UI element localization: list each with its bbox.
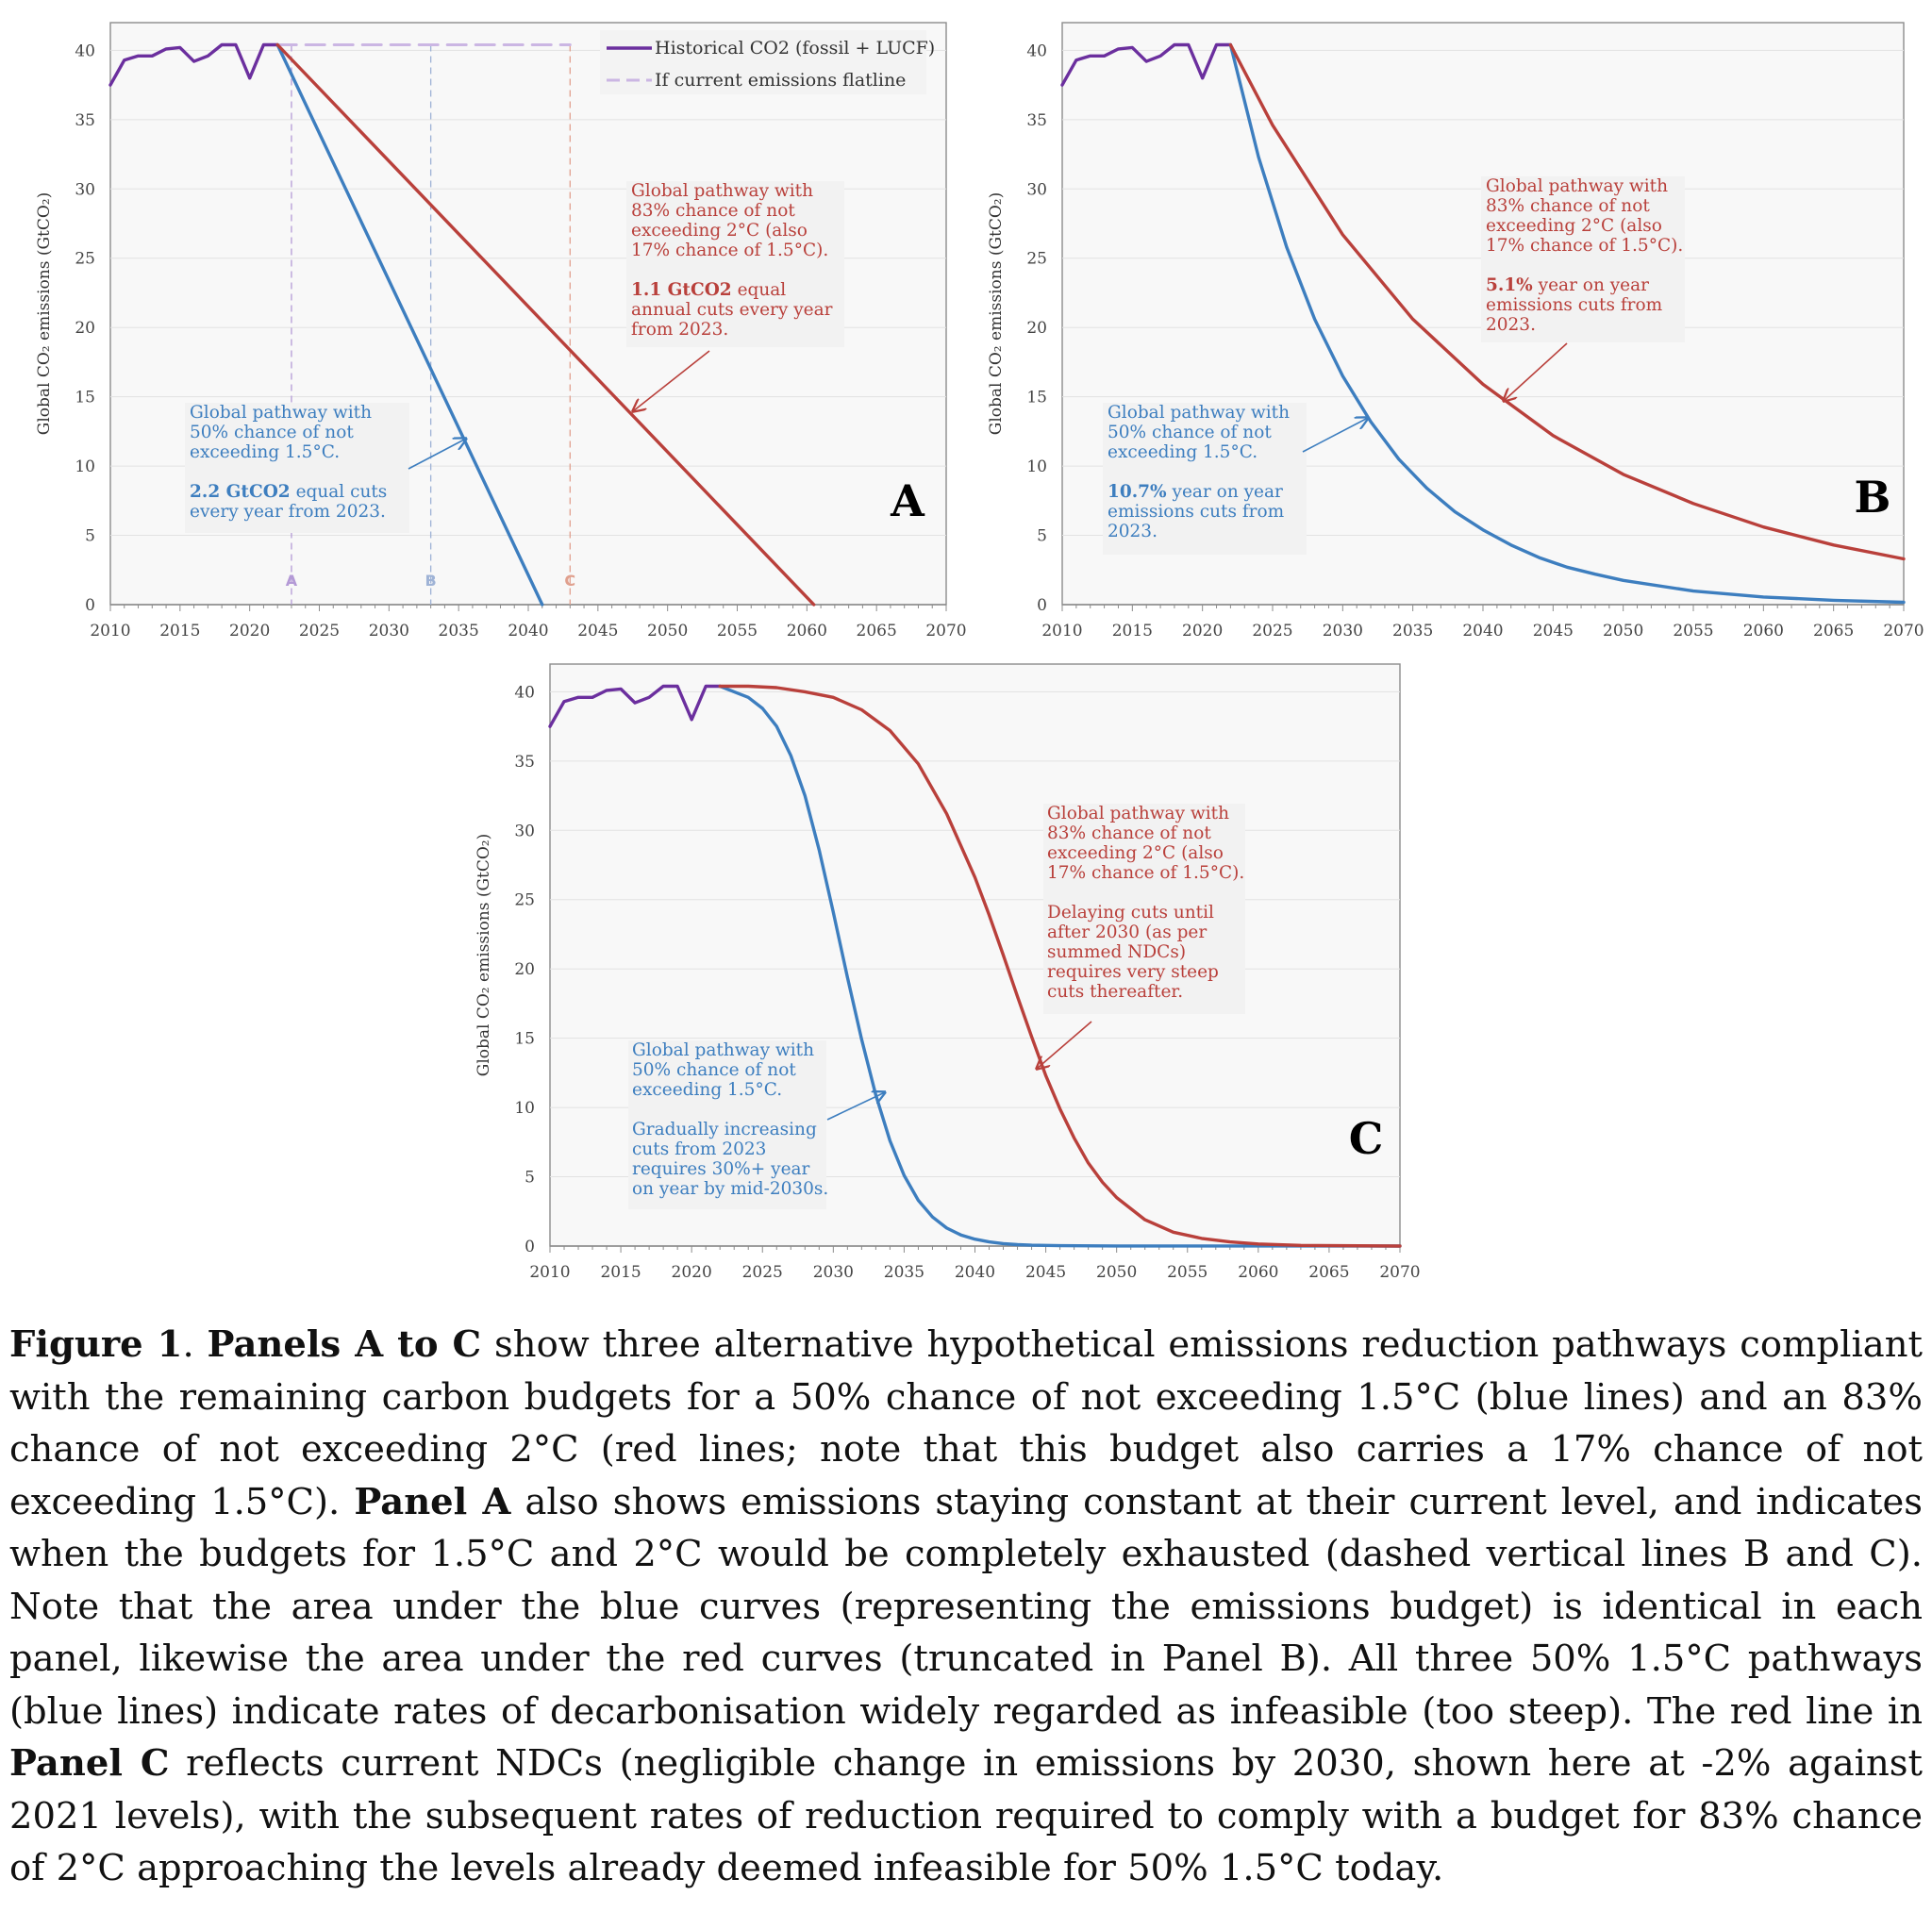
- y-tick-label: 30: [514, 822, 535, 841]
- legend: [600, 30, 935, 94]
- y-tick-label: 5: [1037, 526, 1047, 546]
- x-tick-label: 2030: [368, 622, 409, 640]
- annotation-text: emissions cuts from: [1486, 295, 1663, 315]
- x-tick-label: 2070: [925, 622, 967, 640]
- x-tick-label: 2015: [1111, 622, 1153, 640]
- y-tick-label: 0: [1037, 596, 1047, 615]
- annotation-text: Global pathway with: [1047, 804, 1230, 823]
- x-tick-label: 2040: [1462, 622, 1504, 640]
- y-axis-label: Global CO₂ emissions (GtCO₂): [35, 191, 54, 436]
- annotation-text: 17% chance of 1.5°C).: [1047, 863, 1245, 883]
- annotation-text: exceeding 1.5°C.: [632, 1080, 783, 1100]
- x-tick-label: 2025: [741, 1263, 783, 1282]
- y-axis-label: Global CO₂ emissions (GtCO₂): [987, 191, 1006, 436]
- annotation-text: 2023.: [1486, 315, 1536, 335]
- y-tick-label: 40: [1026, 42, 1047, 61]
- y-tick-label: 35: [1026, 110, 1047, 130]
- annotation-text: Global pathway with: [1486, 176, 1669, 196]
- caption-panels-label: Panels A to C: [207, 1323, 482, 1366]
- x-tick-label: 2060: [1742, 622, 1784, 640]
- annotation-bold: 5.1%: [1486, 275, 1533, 295]
- x-tick-label: 2070: [1379, 1263, 1421, 1282]
- annotation-text: Global pathway with: [190, 403, 373, 423]
- x-tick-label: 2065: [856, 622, 897, 640]
- annotation-text: exceeding 2°C (also: [1486, 216, 1662, 236]
- x-tick-label: 2025: [1252, 622, 1293, 640]
- annotation-text: 83% chance of not: [631, 201, 795, 221]
- y-tick-label: 15: [75, 388, 95, 407]
- y-tick-label: 20: [1026, 319, 1047, 339]
- x-tick-label: 2040: [508, 622, 549, 640]
- y-axis-label: Global CO₂ emissions (GtCO₂): [475, 833, 493, 1077]
- annotation-text: exceeding 2°C (also: [1047, 843, 1224, 863]
- y-tick-label: 25: [514, 890, 535, 910]
- x-tick-label: 2050: [1096, 1263, 1138, 1282]
- chart-panel-a: [35, 23, 967, 640]
- x-tick-label: 2050: [1603, 622, 1644, 640]
- vline-label: B: [425, 572, 437, 590]
- figure-caption: [9, 1319, 1923, 1895]
- annotation-bold: 10.7%: [1108, 482, 1167, 502]
- x-tick-label: 2010: [1041, 622, 1083, 640]
- x-tick-label: 2025: [298, 622, 341, 640]
- y-tick-label: 10: [1026, 457, 1047, 477]
- annotation-rest: year on year: [1166, 482, 1283, 502]
- caption-panel-a-label: Panel A: [354, 1480, 511, 1523]
- annotation-text: 50% chance of not: [1108, 423, 1272, 442]
- annotation-text: cuts from 2023: [632, 1139, 767, 1159]
- x-tick-label: 2040: [954, 1263, 996, 1282]
- annotation-text: annual cuts every year: [631, 300, 833, 320]
- x-tick-label: 2020: [671, 1263, 712, 1282]
- annotation-text: emissions cuts from: [1108, 502, 1285, 522]
- panel-label: A: [891, 475, 924, 526]
- x-tick-label: 2060: [786, 622, 827, 640]
- caption-text: .: [182, 1323, 208, 1366]
- annotation-text: 17% chance of 1.5°C).: [631, 241, 829, 260]
- annotation-rest: equal: [731, 280, 787, 300]
- annotation-text: summed NDCs): [1047, 942, 1187, 962]
- y-tick-label: 40: [514, 683, 535, 703]
- annotation-text: 50% chance of not: [632, 1060, 796, 1080]
- y-tick-label: 10: [514, 1099, 535, 1119]
- annotation-text: [631, 280, 786, 300]
- chart-panel-c: [475, 664, 1421, 1282]
- caption-text: show three alternative hypothetical emissions reduction pathways compliant with the remaining carbon budgets for a 50% chance of not exceeding 1.5°C (blue lines) and an 83% chance of not exceeding 2°C (red lines; note that this budget also carries a 17% chance of not exceeding 1.5°C).: [9, 1323, 1924, 1523]
- x-tick-label: 2045: [1532, 622, 1574, 640]
- x-tick-label: 2010: [90, 622, 131, 640]
- annotation-rest: equal cuts: [290, 482, 388, 502]
- x-tick-label: 2035: [883, 1263, 925, 1282]
- y-tick-label: 25: [75, 249, 95, 269]
- annotation-text: requires very steep: [1047, 962, 1219, 982]
- panel-label: C: [1348, 1113, 1384, 1164]
- annotation-text: on year by mid-2030s.: [632, 1179, 829, 1199]
- annotation-text: exceeding 1.5°C.: [1108, 442, 1258, 462]
- annotation-text: [1486, 275, 1649, 295]
- annotation-text: exceeding 1.5°C.: [190, 442, 341, 462]
- annotation-text: cuts thereafter.: [1047, 982, 1184, 1002]
- x-tick-label: 2055: [716, 622, 758, 640]
- annotation-text: from 2023.: [631, 320, 729, 340]
- annotation-text: exceeding 2°C (also: [631, 221, 808, 241]
- caption-panel-c-label: Panel C: [9, 1742, 170, 1785]
- y-tick-label: 30: [75, 180, 95, 200]
- x-tick-label: 2020: [1182, 622, 1224, 640]
- panel-label: B: [1854, 472, 1891, 523]
- x-tick-label: 2030: [1322, 622, 1363, 640]
- vline-label: A: [285, 572, 298, 590]
- annotation-text: Delaying cuts until: [1047, 903, 1214, 923]
- x-tick-label: 2015: [159, 622, 201, 640]
- x-tick-label: 2045: [1024, 1263, 1067, 1282]
- annotation-text: 2023.: [1108, 522, 1158, 541]
- y-tick-label: 15: [514, 1029, 535, 1049]
- x-tick-label: 2070: [1883, 622, 1924, 640]
- y-tick-label: 0: [85, 596, 95, 615]
- x-tick-label: 2020: [229, 622, 271, 640]
- x-tick-label: 2010: [529, 1263, 571, 1282]
- chart-panel-b: [987, 23, 1924, 640]
- annotation-text: requires 30%+ year: [632, 1159, 810, 1179]
- x-tick-label: 2055: [1167, 1263, 1208, 1282]
- annotation-text: 83% chance of not: [1047, 823, 1211, 843]
- y-tick-label: 35: [514, 752, 535, 772]
- x-tick-label: 2065: [1813, 622, 1855, 640]
- annotation-text: Global pathway with: [632, 1040, 815, 1060]
- y-tick-label: 30: [1026, 180, 1047, 200]
- x-tick-label: 2045: [577, 622, 619, 640]
- y-tick-label: 0: [525, 1238, 535, 1256]
- y-tick-label: 20: [75, 319, 95, 339]
- annotation-text: 83% chance of not: [1486, 196, 1650, 216]
- annotation-bold: 2.2 GtCO2: [190, 482, 291, 502]
- x-tick-label: 2015: [600, 1263, 641, 1282]
- x-tick-label: 2060: [1238, 1263, 1279, 1282]
- annotation-bold: 1.1 GtCO2: [631, 280, 732, 300]
- y-tick-label: 5: [85, 526, 95, 546]
- annotation-text: every year from 2023.: [190, 502, 386, 522]
- x-tick-label: 2035: [1392, 622, 1434, 640]
- annotation-text: [1108, 482, 1283, 502]
- y-tick-label: 15: [1026, 388, 1047, 407]
- y-tick-label: 5: [525, 1168, 535, 1188]
- annotation-text: Global pathway with: [631, 181, 814, 201]
- annotation-text: 17% chance of 1.5°C).: [1486, 236, 1684, 256]
- y-tick-label: 25: [1026, 249, 1047, 269]
- x-tick-label: 2050: [647, 622, 689, 640]
- y-tick-label: 10: [75, 457, 95, 477]
- caption-text: also shows emissions staying constant at their current level, and indicates when the budgets for 1.5°C and 2°C would be completely exhausted (dashed vertical lines B and C). Note that the area under the blue curves (representing the emissions budget) is identical in each panel, likewise the area under the red curves (truncated in Panel B). All three 50% 1.5°C pathways (blue lines) indicate rates of decarbonisation widely regarded as infeasible (too steep). The red line in: [9, 1480, 1923, 1733]
- x-tick-label: 2065: [1308, 1263, 1350, 1282]
- y-tick-label: 20: [514, 960, 535, 980]
- y-tick-label: 35: [75, 110, 95, 130]
- vline-label: C: [564, 572, 576, 590]
- annotation-text: Global pathway with: [1108, 403, 1291, 423]
- annotation-rest: year on year: [1532, 275, 1650, 295]
- annotation-text: after 2030 (as per: [1047, 923, 1208, 942]
- y-tick-label: 40: [75, 42, 95, 61]
- annotation-text: [190, 482, 387, 502]
- caption-text: reflects current NDCs (negligible change in emissions by 2030, shown here at -2% against 2021 levels), with the subsequent rates of reduction required to comply with a budget for 83% chance of 2°C approaching the levels already deemed infeasible for 50% 1.5°C today.: [9, 1742, 1923, 1889]
- legend-label: If current emissions flatline: [655, 70, 907, 91]
- legend-label: Historical CO2 (fossil + LUCF): [655, 38, 936, 58]
- x-tick-label: 2035: [438, 622, 479, 640]
- annotation-text: 50% chance of not: [190, 423, 354, 442]
- figure-label: Figure 1: [9, 1323, 183, 1366]
- x-tick-label: 2030: [812, 1263, 854, 1282]
- annotation-text: Gradually increasing: [632, 1120, 817, 1139]
- x-tick-label: 2055: [1673, 622, 1714, 640]
